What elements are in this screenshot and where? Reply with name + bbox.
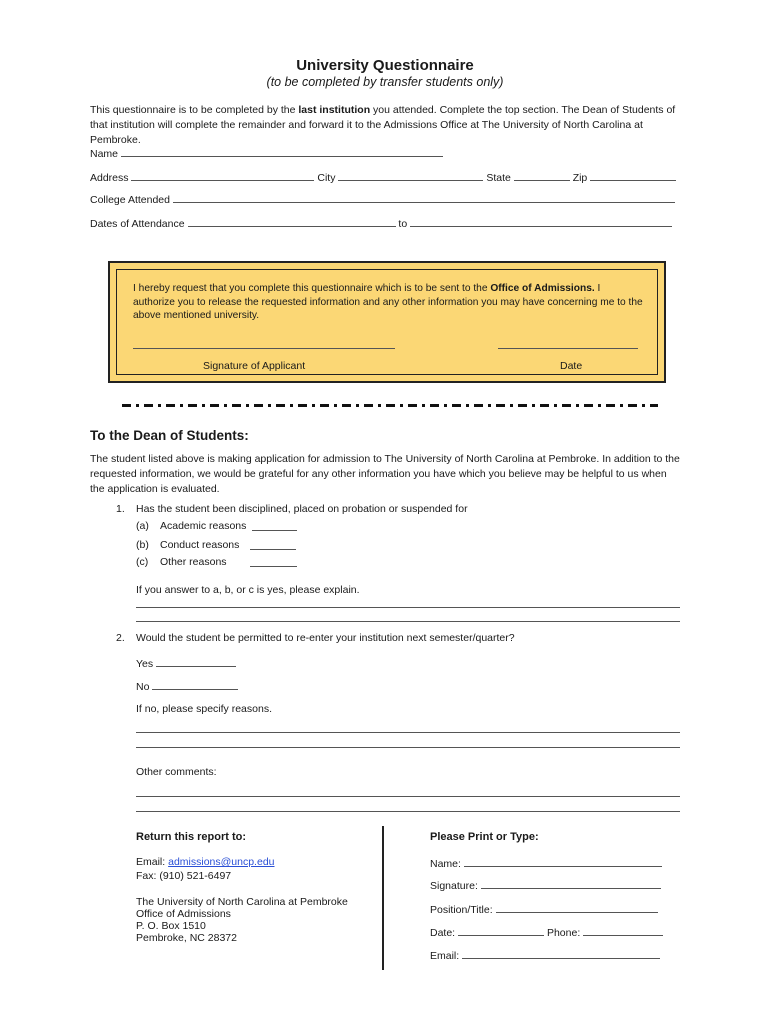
city-line[interactable] bbox=[338, 170, 483, 181]
return-address: The University of North Carolina at Pembroke Office of Admissions P. O. Box 1510 Pembroke, NC 28372 bbox=[136, 896, 348, 944]
college-label: College Attended bbox=[90, 194, 170, 206]
page-subtitle: (to be completed by transfer students only) bbox=[266, 75, 504, 89]
option-c-letter: (c) bbox=[136, 556, 149, 568]
option-b-label: Conduct reasons bbox=[160, 539, 240, 551]
signature-of-applicant-label: Signature of Applicant bbox=[203, 360, 306, 372]
specify-label: If no, please specify reasons. bbox=[136, 703, 272, 715]
print-name-label: Name: bbox=[430, 858, 461, 870]
print-phone-label: Phone: bbox=[546, 927, 581, 939]
explain-line-2[interactable] bbox=[136, 621, 680, 622]
option-c-label: Other reasons bbox=[160, 556, 227, 568]
print-name-line[interactable] bbox=[464, 856, 662, 867]
applicant-date-line[interactable] bbox=[498, 348, 638, 349]
question-1-number: 1. bbox=[116, 503, 125, 515]
dates-label: Dates of Attendance bbox=[90, 218, 185, 230]
print-name-field[interactable] bbox=[430, 856, 662, 870]
dean-paragraph: The student listed above is making application for admission to The University of North Carolina at Pembroke. In addition to the requested information, we would be grateful for any other information you have which you believe may be helpful to us when the application is evaluated. bbox=[90, 453, 680, 495]
address-line[interactable] bbox=[131, 170, 314, 181]
return-fax: Fax: (910) 521-6497 bbox=[136, 870, 232, 882]
question-1-text: Has the student been disciplined, placed on probation or suspended for bbox=[136, 503, 468, 515]
intro-paragraph: This questionnaire is to be completed by the last institution you attended. Complete the top section. The Dean of Students of that institution will complete the remainder and forward it to the Admissions Office at The University of North Carolina at Pembroke. bbox=[90, 104, 676, 146]
authorization-box-inner bbox=[116, 269, 658, 375]
comments-line-1[interactable] bbox=[136, 796, 680, 797]
no-field[interactable] bbox=[136, 679, 238, 693]
print-email-label: Email: bbox=[430, 950, 460, 962]
state-line[interactable] bbox=[514, 170, 570, 181]
column-divider bbox=[382, 826, 384, 970]
specify-line-2[interactable] bbox=[136, 747, 680, 748]
dates-to-line[interactable] bbox=[410, 216, 672, 227]
name-label: Name bbox=[90, 148, 119, 160]
college-line[interactable] bbox=[173, 192, 675, 203]
dates-to-label: to bbox=[398, 218, 408, 230]
specify-line-1[interactable] bbox=[136, 732, 680, 733]
return-email: Email: admissions@uncp.edu bbox=[136, 856, 275, 868]
dates-row bbox=[90, 216, 672, 230]
no-label: No bbox=[136, 681, 150, 693]
question-2-text: Would the student be permitted to re-enter your institution next semester/quarter? bbox=[136, 632, 515, 644]
authorization-text: I hereby request that you complete this questionnaire which is to be sent to the Office of Admissions. I authorize you to release the requested information and any other information you may have concerning me to the above mentioned university. bbox=[133, 283, 643, 321]
zip-label: Zip bbox=[572, 172, 588, 184]
option-a-letter: (a) bbox=[136, 520, 149, 532]
return-heading: Return this report to: bbox=[136, 831, 246, 843]
city-label: City bbox=[317, 172, 336, 184]
yes-label: Yes bbox=[136, 658, 154, 670]
yes-field[interactable] bbox=[136, 656, 236, 670]
print-position-field[interactable] bbox=[430, 902, 658, 916]
comments-line-2[interactable] bbox=[136, 811, 680, 812]
authorization-box bbox=[108, 261, 666, 383]
print-position-label: Position/Title: bbox=[430, 904, 493, 916]
print-phone-line[interactable] bbox=[583, 925, 663, 936]
question-2-number: 2. bbox=[116, 632, 125, 644]
explain-line-1[interactable] bbox=[136, 607, 680, 608]
option-a-label: Academic reasons bbox=[160, 520, 247, 532]
option-b-line[interactable] bbox=[250, 549, 296, 550]
address-label: Address bbox=[90, 172, 129, 184]
dean-heading: To the Dean of Students: bbox=[90, 428, 249, 443]
state-label: State bbox=[486, 172, 511, 184]
print-signature-label: Signature: bbox=[430, 880, 478, 892]
yes-line[interactable] bbox=[156, 656, 236, 667]
zip-line[interactable] bbox=[590, 170, 676, 181]
address-row bbox=[90, 170, 676, 184]
name-line[interactable] bbox=[121, 146, 443, 157]
print-email-field[interactable] bbox=[430, 948, 660, 962]
print-date-line[interactable] bbox=[458, 925, 544, 936]
comments-label: Other comments: bbox=[136, 766, 217, 778]
option-b-letter: (b) bbox=[136, 539, 149, 551]
option-a-line[interactable] bbox=[252, 530, 297, 531]
print-signature-line[interactable] bbox=[481, 878, 661, 889]
dates-from-line[interactable] bbox=[188, 216, 396, 227]
college-row bbox=[90, 192, 675, 206]
page-title: University Questionnaire bbox=[296, 57, 474, 74]
name-field[interactable] bbox=[90, 146, 443, 160]
print-signature-field[interactable] bbox=[430, 878, 661, 892]
print-date-label: Date: bbox=[430, 927, 456, 939]
print-heading: Please Print or Type: bbox=[430, 831, 539, 843]
print-email-line[interactable] bbox=[462, 948, 660, 959]
print-date-phone-row bbox=[430, 925, 663, 939]
cut-line bbox=[122, 404, 658, 407]
option-c-line[interactable] bbox=[250, 566, 297, 567]
print-position-line[interactable] bbox=[496, 902, 658, 913]
email-link[interactable]: admissions@uncp.edu bbox=[168, 856, 275, 868]
applicant-signature-line[interactable] bbox=[133, 348, 395, 349]
no-line[interactable] bbox=[152, 679, 238, 690]
explain-label: If you answer to a, b, or c is yes, please explain. bbox=[136, 584, 360, 596]
date-label: Date bbox=[560, 360, 583, 372]
